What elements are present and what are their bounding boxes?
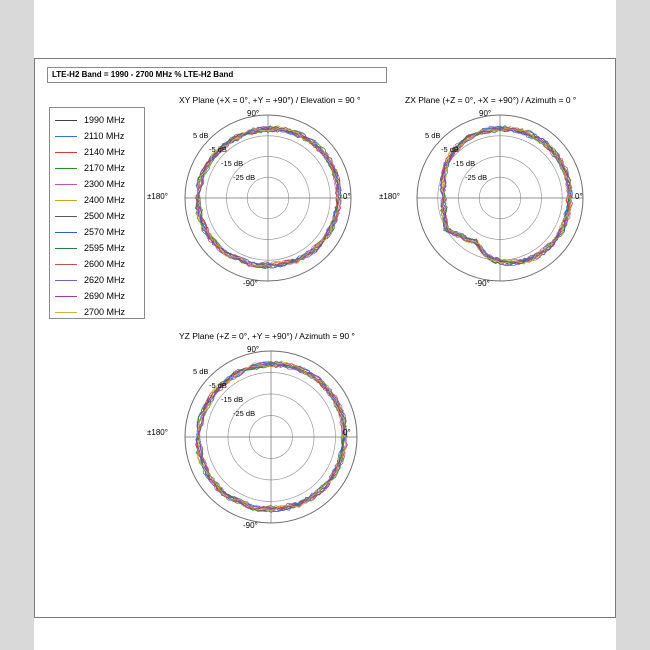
legend-color-swatch bbox=[55, 136, 77, 137]
yz-ring-label-m25db: -25 dB bbox=[233, 409, 256, 418]
legend-color-swatch bbox=[55, 168, 77, 169]
xy-angle-label-bottom: -90° bbox=[243, 279, 258, 288]
legend-item bbox=[50, 288, 144, 304]
legend-color-swatch bbox=[55, 120, 77, 121]
page-title: LTE-H2 Band = 1990 - 2700 MHz % LTE-H2 Band bbox=[47, 67, 387, 83]
zx-angle-label-left: ±180° bbox=[379, 192, 400, 201]
legend-color-swatch bbox=[55, 200, 77, 201]
panel-yz-plane bbox=[143, 331, 393, 571]
legend-item bbox=[50, 224, 144, 240]
legend-item bbox=[50, 208, 144, 224]
xy-ring-label-m5db: -5 dB bbox=[209, 145, 227, 154]
panel-title-zx: ZX Plane (+Z = 0°, +X = +90°) / Azimuth = 0 ° bbox=[405, 95, 577, 105]
panel-title-yz: YZ Plane (+Z = 0°, +Y = +90°) / Azimuth = 90 ° bbox=[179, 331, 355, 341]
legend-item-label: 2500 MHz bbox=[84, 211, 126, 221]
legend-item bbox=[50, 144, 144, 160]
yz-ring-label-m5db: -5 dB bbox=[209, 381, 227, 390]
zx-ring-label-5db: 5 dB bbox=[425, 131, 441, 140]
legend-color-swatch bbox=[55, 216, 77, 217]
legend-item bbox=[50, 112, 144, 128]
panel-zx-plane bbox=[379, 95, 620, 325]
legend-item bbox=[50, 176, 144, 192]
xy-ring-label-m15db: -15 dB bbox=[221, 159, 244, 168]
legend-color-swatch bbox=[55, 184, 77, 185]
yz-ring-label-5db: 5 dB bbox=[193, 367, 209, 376]
legend-color-swatch bbox=[55, 280, 77, 281]
legend-item-label: 2700 MHz bbox=[84, 307, 126, 317]
legend-color-swatch bbox=[55, 296, 77, 297]
yz-angle-label-top: 90° bbox=[247, 345, 260, 354]
legend-item bbox=[50, 304, 144, 320]
zx-angle-label-right: 0° bbox=[575, 192, 583, 201]
yz-ring-label-m15db: -15 dB bbox=[221, 395, 244, 404]
legend-color-swatch bbox=[55, 248, 77, 249]
zx-ring-label-m25db: -25 dB bbox=[465, 173, 488, 182]
panel-title-xy: XY Plane (+X = 0°, +Y = +90°) / Elevation = 90 ° bbox=[179, 95, 361, 105]
legend-item-label: 2170 MHz bbox=[84, 163, 126, 173]
legend-item-label: 2570 MHz bbox=[84, 227, 126, 237]
legend-item-label: 2690 MHz bbox=[84, 291, 126, 301]
zx-angle-label-top: 90° bbox=[479, 109, 492, 118]
legend-item-label: 2400 MHz bbox=[84, 195, 126, 205]
legend-item-label: 2595 MHz bbox=[84, 243, 126, 253]
yz-angle-label-bottom: -90° bbox=[243, 521, 258, 530]
legend-color-swatch bbox=[55, 152, 77, 153]
xy-ring-label-5db: 5 dB bbox=[193, 131, 209, 140]
xy-angle-label-left: ±180° bbox=[147, 192, 168, 201]
yz-angle-label-right: 0° bbox=[343, 428, 351, 437]
legend-item-label: 2620 MHz bbox=[84, 275, 126, 285]
panel-xy-plane bbox=[143, 95, 393, 325]
legend-item-label: 2140 MHz bbox=[84, 147, 126, 157]
legend bbox=[49, 107, 145, 319]
right-grey-band bbox=[616, 0, 650, 650]
legend-item-label: 2300 MHz bbox=[84, 179, 126, 189]
zx-angle-label-bottom: -90° bbox=[475, 279, 490, 288]
legend-color-swatch bbox=[55, 232, 77, 233]
legend-item-label: 1990 MHz bbox=[84, 115, 126, 125]
legend-item-label: 2110 MHz bbox=[84, 131, 125, 141]
xy-angle-label-right: 0° bbox=[343, 192, 351, 201]
legend-item bbox=[50, 128, 144, 144]
yz-angle-label-left: ±180° bbox=[147, 428, 168, 437]
legend-color-swatch bbox=[55, 312, 77, 313]
legend-item bbox=[50, 160, 144, 176]
legend-item bbox=[50, 192, 144, 208]
legend-item bbox=[50, 256, 144, 272]
zx-ring-label-m15db: -15 dB bbox=[453, 159, 476, 168]
xy-angle-label-top: 90° bbox=[247, 109, 260, 118]
legend-item bbox=[50, 240, 144, 256]
zx-ring-label-m5db: -5 dB bbox=[441, 145, 459, 154]
plot-sheet bbox=[34, 58, 616, 618]
legend-color-swatch bbox=[55, 264, 77, 265]
left-grey-band bbox=[0, 0, 34, 650]
legend-item bbox=[50, 272, 144, 288]
xy-ring-label-m25db: -25 dB bbox=[233, 173, 256, 182]
legend-item-label: 2600 MHz bbox=[84, 259, 126, 269]
